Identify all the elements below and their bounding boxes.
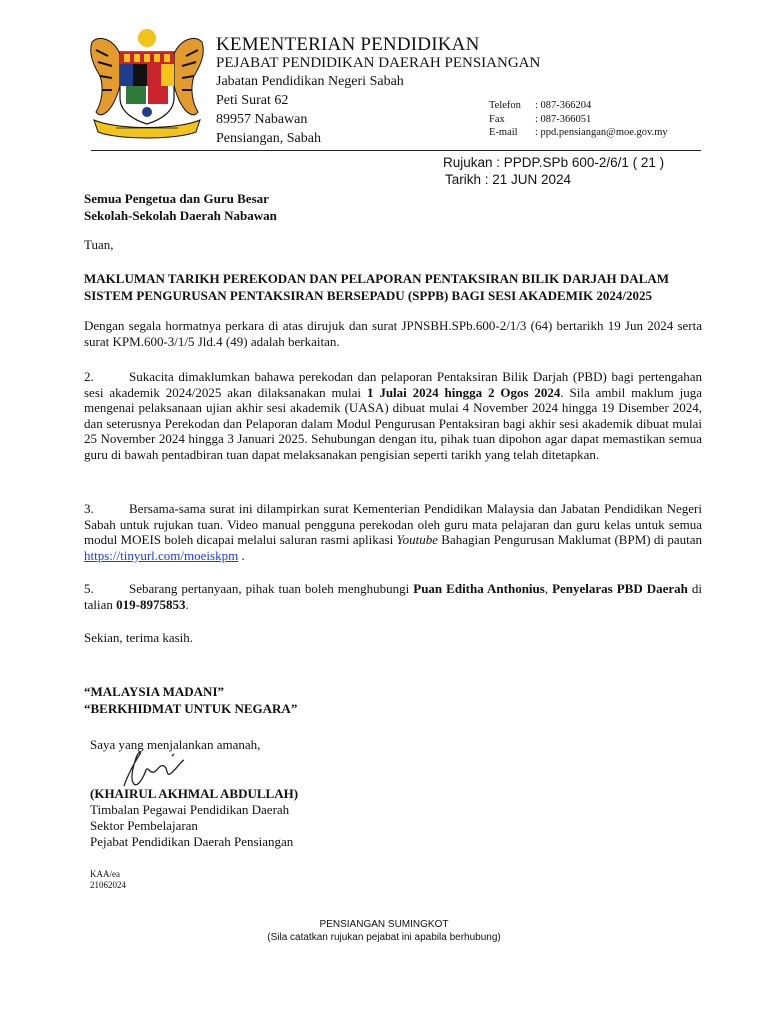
signer-title-line: Pejabat Pendidikan Daerah Pensiangan bbox=[90, 834, 294, 849]
address-line: Jabatan Pendidikan Negeri Sabah bbox=[216, 74, 404, 89]
address-line: Pensiangan, Sabah bbox=[216, 131, 321, 146]
paragraph-number: 2. bbox=[84, 369, 94, 384]
reference-block bbox=[443, 155, 664, 188]
fax-row bbox=[489, 113, 668, 127]
ministry-name: KEMENTERIAN PENDIDIKAN bbox=[216, 34, 480, 55]
recipient-line: Semua Pengetua dan Guru Besar bbox=[84, 191, 269, 206]
paragraph-text: , bbox=[544, 581, 553, 596]
address-line: Peti Surat 62 bbox=[216, 93, 289, 108]
paragraph-2 bbox=[84, 369, 702, 463]
paragraph-text: Bahagian Pengurusan Maklumat (BPM) di pautan bbox=[437, 532, 702, 548]
slogan-line: “BERKHIDMAT UNTUK NEGARA” bbox=[84, 701, 298, 716]
fax-value: : 087-366051 bbox=[535, 113, 592, 125]
signer-block bbox=[90, 786, 298, 850]
letter-date: Tarikh : 21 JUN 2024 bbox=[445, 171, 572, 187]
reference-number: Rujukan : PPDP.SPb 600-2/6/1 ( 21 ) bbox=[443, 155, 665, 170]
footer-line: PENSIANGAN SUMINGKOT bbox=[319, 919, 449, 930]
salutation: Tuan, bbox=[84, 237, 114, 252]
paragraph-text: . bbox=[238, 547, 245, 563]
contact-phone: 019-8975853 bbox=[116, 596, 186, 612]
phone-row bbox=[489, 99, 668, 113]
address-line: 89957 Nabawan bbox=[216, 112, 308, 127]
paragraph-date-range: 1 Julai 2024 hingga 2 Ogos 2024 bbox=[366, 384, 561, 400]
paragraph-text: Sebarang pertanyaan, pihak tuan boleh menghubungi bbox=[129, 581, 414, 596]
subject-line: MAKLUMAN TARIKH PEREKODAN DAN PELAPORAN PENTAKSIRAN BILIK DARJAH DALAM bbox=[84, 271, 670, 286]
coat-of-arms-logo bbox=[86, 24, 208, 140]
recipient-line: Sekolah-Sekolah Daerah Nabawan bbox=[84, 208, 277, 223]
contact-person-role: Penyelaras PBD Daerah bbox=[552, 581, 688, 596]
phone-label: Telefon bbox=[489, 100, 521, 111]
slogan-block bbox=[84, 683, 297, 717]
footer bbox=[0, 919, 768, 944]
fax-label: Fax bbox=[489, 113, 505, 125]
header-divider bbox=[91, 150, 701, 151]
paragraph-text: Sukacita dimaklumkan bahawa perekodan dan pelaporan Pentaksiran Bilik Darjah (PBD) bagi pertengahan sesi akademik 2024/2025 akan dilaksanakan mulai bbox=[84, 369, 702, 400]
signer-title-line: Timbalan Pegawai Pendidikan Daerah bbox=[90, 802, 290, 817]
initials-line: KAA/ea bbox=[90, 869, 120, 879]
slogan-line: “MALAYSIA MADANI” bbox=[84, 684, 225, 699]
office-name: PEJABAT PENDIDIKAN DAERAH PENSIANGAN bbox=[216, 55, 541, 71]
subject-line: SISTEM PENGURUSAN PENTAKSIRAN BERSEPADU (SPPB) BAGI SESI AKADEMIK 2024/2025 bbox=[84, 288, 652, 303]
moeis-video-link[interactable]: https://tinyurl.com/moeiskpm bbox=[84, 547, 239, 563]
paragraph-text: di talian bbox=[84, 581, 702, 612]
recipient-block bbox=[84, 190, 277, 224]
reference-initials bbox=[90, 869, 126, 891]
paragraph-text: . Sila ambil maklum juga mengenai pelaksanaan ujian akhir sesi akademik (UASA) dibuat mulai 4 November 2024 hingga 19 Disember 2024, dan seterusnya Perekodan dan Pelaporan dalam Modul Pengurusan Pentaksiran bagi akhir sesi akademik dibuat mulai 25 November 2024 hingga 3 Januari 2025. Sehubungan dengan itu, pihak tuan dipohon agar dapat memastikan semua guru di bawah pentadbiran tuan dapat melaksanakan pengisian seperti tarikh yang telah ditetapkan. bbox=[84, 384, 703, 462]
paragraph-number: 5. bbox=[84, 581, 94, 596]
email-row bbox=[489, 126, 668, 140]
paragraph-1: Dengan segala hormatnya perkara di atas dirujuk dan surat JPNSBH.SPb.600-2/1/3 (64) bertarikh 19 Jun 2024 serta surat KPM.600-3/1/5 Jld.4 (49) adalah berkaitan. bbox=[84, 318, 702, 349]
contact-person-name: Puan Editha Anthonius bbox=[413, 581, 545, 596]
paragraph-text: Bersama-sama surat ini dilampirkan surat Kementerian Pendidikan Malaysia dan Jabatan Pendidikan Negeri Sabah untuk rujukan tuan. Video manual pengguna perekodan oleh guru mata pelajaran dan guru kelas untuk semua modul MOEIS boleh dicapai melalui saluran rasmi aplikasi bbox=[84, 501, 702, 548]
closing-line: Sekian, terima kasih. bbox=[84, 630, 194, 645]
amanah-line: Saya yang menjalankan amanah, bbox=[90, 737, 261, 752]
signer-name: (KHAIRUL AKHMAL ABDULLAH) bbox=[90, 786, 299, 801]
initials-line: 21062024 bbox=[90, 880, 126, 890]
office-address bbox=[216, 72, 404, 148]
contact-block bbox=[489, 99, 668, 140]
email-label: E-mail bbox=[489, 127, 518, 138]
letter-subject bbox=[84, 270, 704, 304]
paragraph-number: 3. bbox=[84, 501, 94, 516]
paragraph-5 bbox=[84, 581, 702, 612]
paragraph-3 bbox=[84, 501, 702, 563]
signer-title-line: Sektor Pembelajaran bbox=[90, 818, 198, 833]
email-value: : ppd.pensiangan@moe.gov.my bbox=[535, 127, 668, 138]
phone-value: : 087-366204 bbox=[535, 100, 592, 111]
paragraph-text: . bbox=[185, 596, 189, 612]
footer-line: (Sila catatkan rujukan pejabat ini apabila berhubung) bbox=[267, 931, 501, 943]
youtube-text: Youtube bbox=[396, 532, 438, 548]
